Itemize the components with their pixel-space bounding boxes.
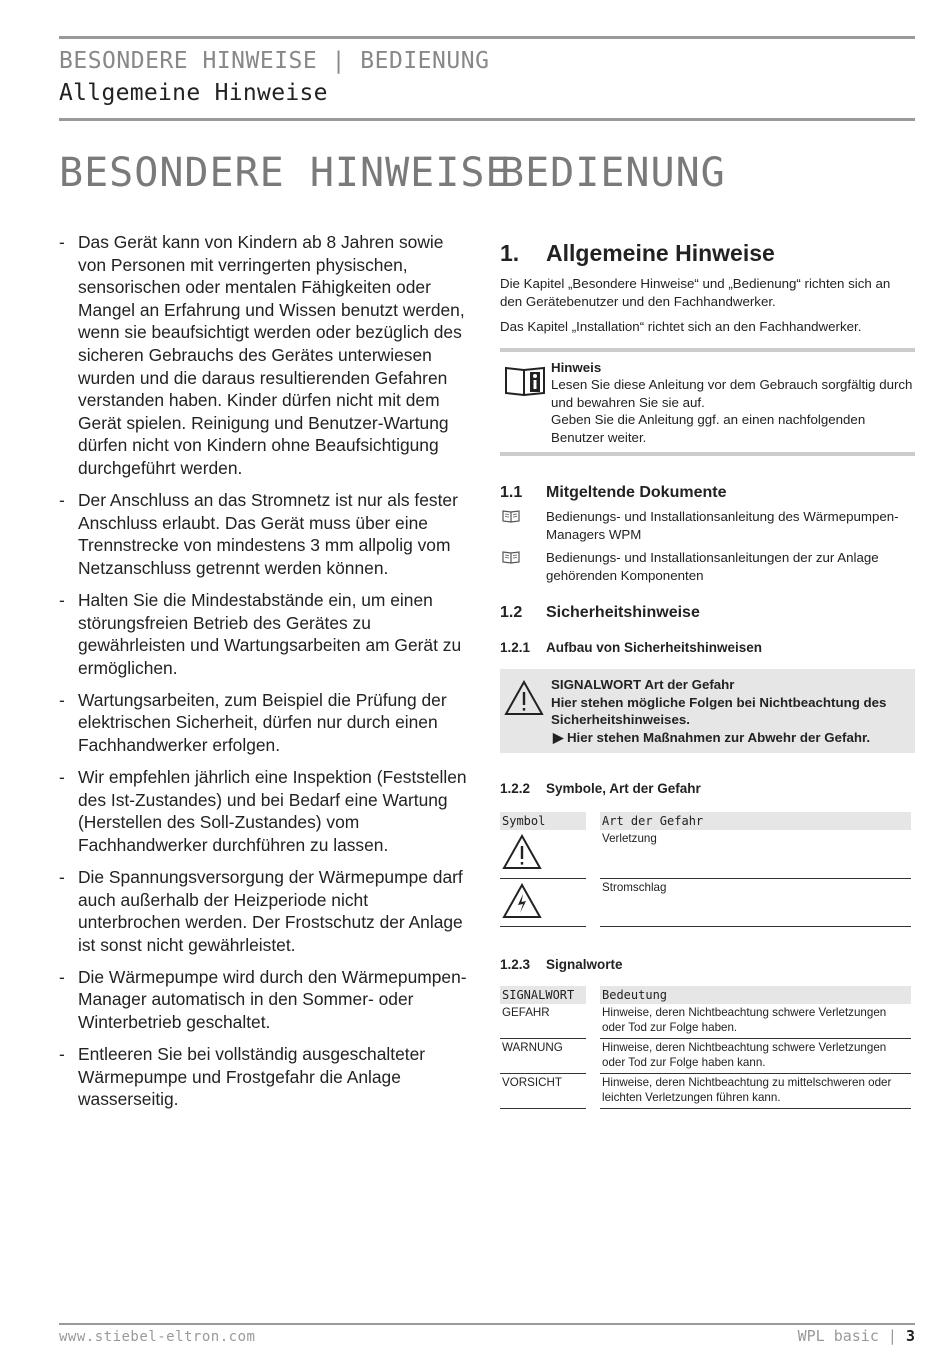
section-1-2-2-heading: 1.2.2 Symbole, Art der Gefahr (500, 781, 701, 796)
column-header: SIGNALWORT (500, 986, 586, 1004)
warning-triangle-icon (504, 680, 544, 721)
signalword-cell: GEFAHR (500, 1004, 586, 1039)
section-1-2-heading: 1.2 Sicherheitshinweise (500, 604, 700, 621)
note-line: Lesen Sie diese Anleitung vor dem Gebrauch sorgfältig durch und bewahren Sie sie auf. (551, 377, 913, 410)
footer-product-page (798, 1327, 915, 1345)
hazard-label: Stromschlag (600, 879, 911, 928)
signalword-cell: WARNUNG (500, 1039, 586, 1074)
section-1-2-3-heading: 1.2.3 Signalworte (500, 957, 623, 972)
page-number: 3 (905, 1327, 915, 1345)
manual-info-icon (504, 364, 546, 403)
signalword-line: SIGNALWORT Art der Gefahr (551, 677, 735, 692)
hazard-label: Verletzung (600, 830, 911, 879)
list-item: - Der Anschluss an das Stromnetz ist nur als fester Anschluss erlaubt. Das Gerät muss über eine Trennstrecke von mindestens 3 mm allpolig vom Netzanschluss getrennt werden können. (59, 490, 458, 578)
note-line-2: Geben Sie die Anleitung ggf. an einen nachfolgenden Benutzer weiter. (551, 412, 866, 445)
footer-rule (59, 1323, 915, 1325)
list-item: - Die Wärmepumpe wird durch den Wärmepumpen-Manager automatisch in den Sommer- oder Winterbetrieb geschaltet. (59, 966, 467, 1032)
footer-website: www.stiebel-eltron.com (59, 1329, 256, 1345)
safety-notice-example (500, 669, 915, 753)
list-item: - Wir empfehlen jährlich eine Inspektion (Feststellen des Ist-Zustandes) und bei Bedarf eine Wartung (Herstellen des Soll-Zustandes) vom Fachhandwerker durchführen zu lassen. (59, 767, 467, 855)
section-1-1-heading: 1.1 Mitgeltende Dokumente (500, 484, 727, 501)
list-item: - Entleeren Sie bei vollständig ausgeschalteter Wärmepumpe und Frostgefahr die Anlage wasserseitig. (59, 1044, 426, 1110)
column-header: Symbol (500, 812, 586, 830)
footer-product: WPL basic (797, 1327, 879, 1345)
header-subsection: Allgemeine Hinweise (59, 80, 328, 106)
list-item: - Halten Sie die Mindestabstände ein, um einen störungsfreien Betrieb des Gerätes zu gewährleisten und Wartungsarbeiten am Gerät zu ermöglichen. (59, 589, 462, 678)
table-row (500, 1004, 911, 1039)
header-top-rule (59, 36, 915, 39)
table-row (500, 1074, 911, 1109)
meaning-cell: Hinweise, deren Nichtbeachtung schwere Verletzungen oder Tod zur Folge haben. (600, 1004, 911, 1039)
list-item: - Die Spannungsversorgung der Wärmepumpe darf auch außerhalb der Heizperiode nicht unterbrochen werden. Der Frostschutz der Anlage ist sonst nicht gewährleistet. (59, 866, 463, 955)
section-1-heading: 1. Allgemeine Hinweise (500, 240, 775, 266)
warning-triangle-icon (502, 860, 542, 873)
signalwords-table (500, 986, 911, 1109)
note-title: Hinweis (551, 359, 602, 375)
title-besondere-hinweise: BESONDERE HINWEISE (59, 150, 511, 196)
symbol-cell (500, 879, 586, 928)
footer-separator: | (887, 1327, 897, 1345)
header-section: BESONDERE HINWEISE | BEDIENUNG (59, 48, 490, 74)
symbols-table (500, 812, 911, 927)
consequence-line: Hier stehen mögliche Folgen bei Nichtbeachtung des Sicherheitshinweises. (551, 694, 887, 727)
section-1-2-1-heading: 1.2.1 Aufbau von Sicherheitshinweisen (500, 640, 763, 655)
header-bottom-rule (59, 118, 915, 121)
electric-shock-icon (502, 909, 542, 922)
right-column (500, 240, 915, 1109)
meaning-cell: Hinweise, deren Nichtbeachtung schwere Verletzungen oder Tod zur Folge haben kann. (600, 1039, 911, 1074)
book-icon (502, 550, 520, 569)
arrow-right-icon: ▶ (553, 729, 564, 745)
symbol-cell (500, 830, 586, 879)
section-1-paragraph-2: Das Kapitel „Installation“ richtet sich an den Fachhandwerker. (500, 319, 862, 334)
signalword-cell: VORSICHT (500, 1074, 586, 1109)
column-header: Art der Gefahr (600, 812, 911, 830)
title-bedienung: BEDIENUNG (500, 150, 726, 196)
safety-list (59, 231, 469, 1120)
list-item: - Wartungsarbeiten, zum Beispiel die Prüfung der elektrischen Sicherheit, dürfen nur durch einen Fachhandwerker erfolgen. (59, 689, 447, 755)
section-1-paragraph: Die Kapitel „Besondere Hinweise“ und „Bedienung“ richten sich an den Gerätebenutzer und den Fachhandwerker. (500, 276, 891, 309)
table-row (500, 830, 911, 879)
book-icon (502, 509, 520, 528)
table-row (500, 1039, 911, 1074)
list-item: - Das Gerät kann von Kindern ab 8 Jahren sowie von Personen mit verringerten physischen, sensorischen oder mentalen Fähigkeiten oder Mangel an Erfahrung und Wissen benutzt werden, wenn sie beaufsichtigt werden oder bezüglich des sicheren Gebrauchs des Gerätes unterwiesen wurden und die daraus resultierenden Gefahren verstanden haben. Kinder dürfen nicht mit dem Gerät spielen. Reinigung und Benutzer-Wartung dürfen nicht von Kindern ohne Beaufsichtigung durchgeführt werden. (59, 232, 465, 478)
meaning-cell: Hinweise, deren Nichtbeachtung zu mittelschweren oder leichten Verletzungen führen kann. (600, 1074, 911, 1109)
document-item: Bedienungs- und Installationsanleitung des Wärmepumpen-Managers WPM (500, 508, 915, 543)
document-item: Bedienungs- und Installationsanleitungen der zur Anlage gehörenden Komponenten (500, 549, 915, 584)
table-row (500, 879, 911, 928)
note-box (500, 348, 915, 457)
measure-line: ▶ Hier stehen Maßnahmen zur Abwehr der Gefahr. (553, 729, 871, 745)
column-header: Bedeutung (600, 986, 911, 1004)
